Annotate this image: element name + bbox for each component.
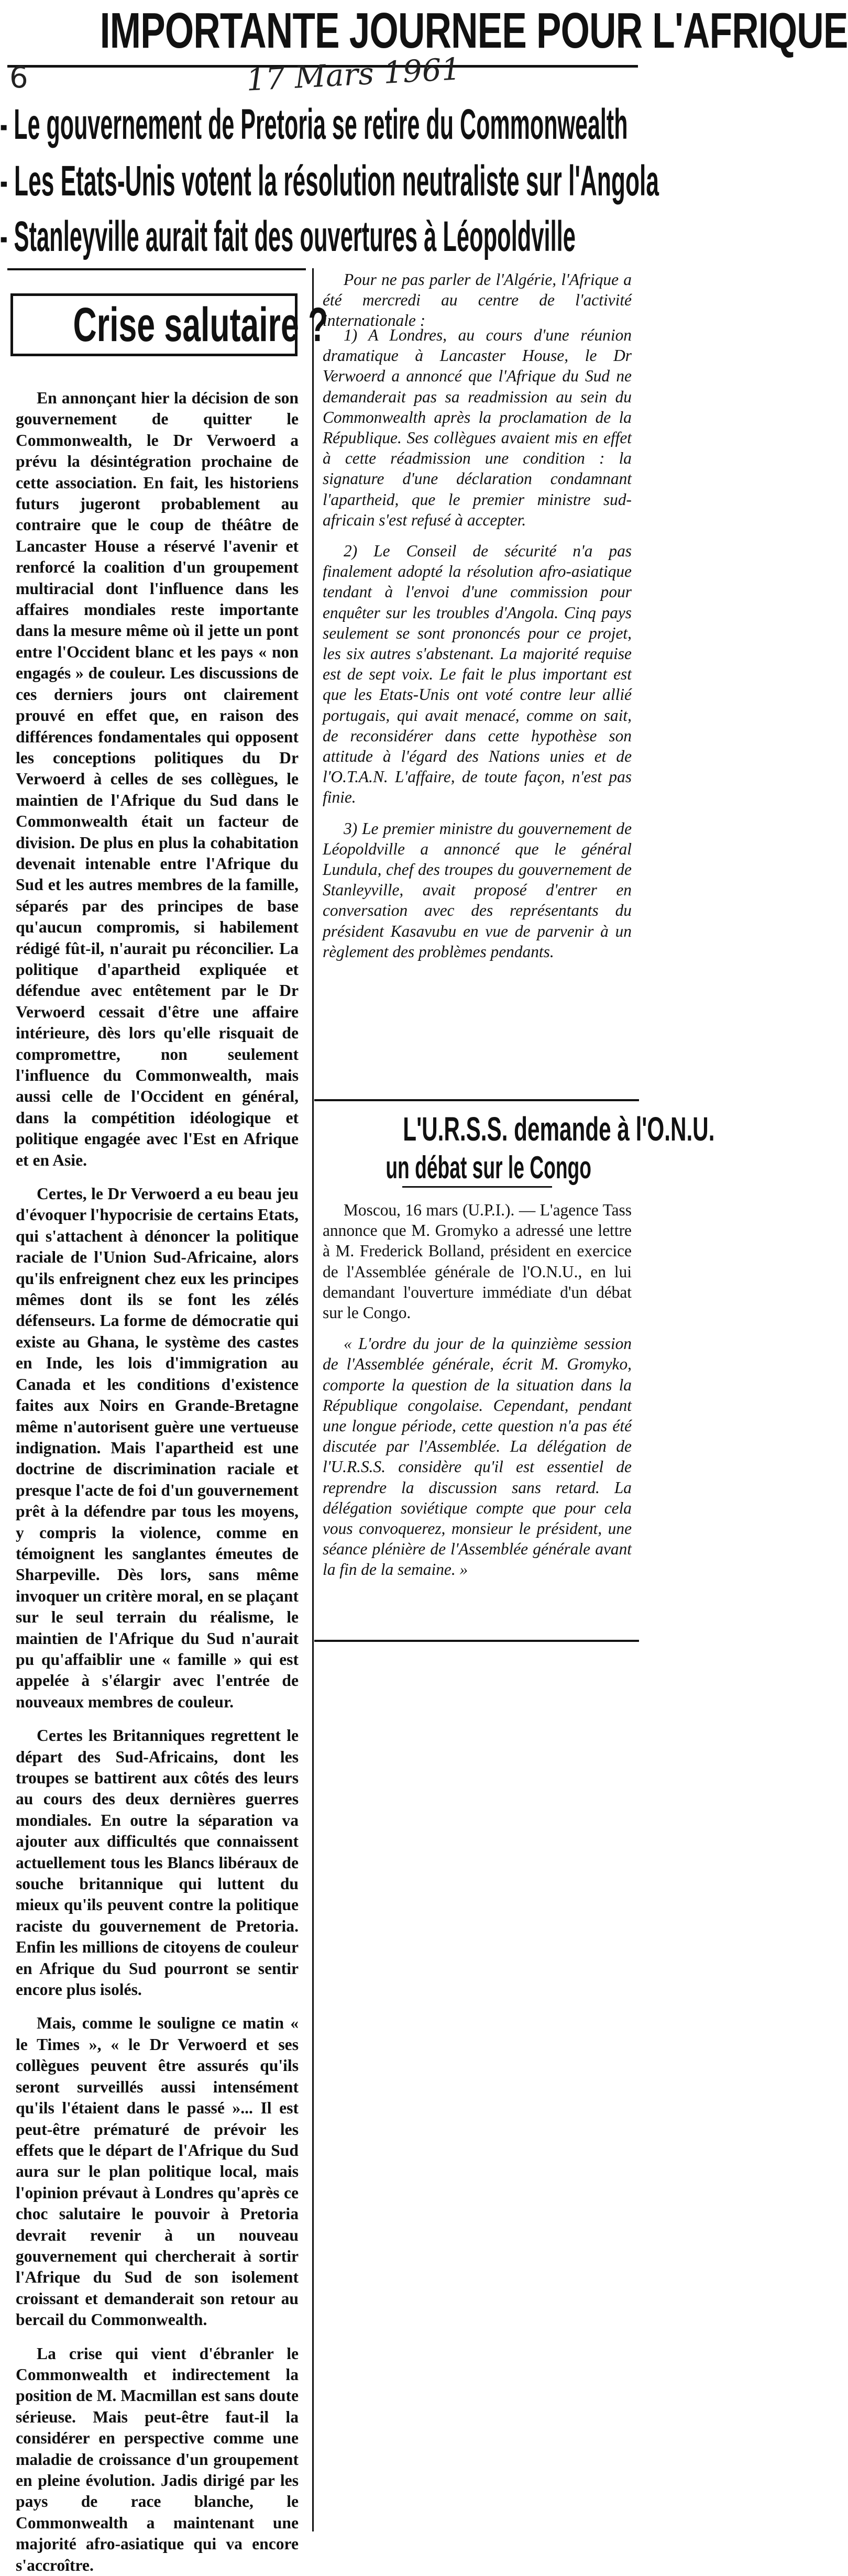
urss-headline-line-1: L'U.R.S.S. demande à l'O.N.U. <box>403 1110 715 1148</box>
summary-point-london: 1) A Londres, au cours d'une réunion dramatique à Lancaster House, le Dr Verwoerd a annoncé que l'Afrique du Sud ne demanderait pas sa readmission au sein du Commonwealth après la proclamation de la République. Ses collègues avaient mis en effet à cette réadmission une condition : la signature d'une déclaration condamnant l'apartheid, que le premier ministre sud-africain s'est refusé à accepter. <box>323 326 632 529</box>
urss-headline-underline <box>402 1186 552 1188</box>
page-banner: IMPORTANTE JOURNEE POUR L'AFRIQUE <box>100 3 848 59</box>
editorial-paragraph: Certes, le Dr Verwoerd a eu beau jeu d'évoquer l'hypocrisie de certains Etats, qui s'attachent à dénoncer la politique raciale de l'Union Sud-Africaine, alors qu'ils enfreignent chez eux les principes mêmes dont ils se font les zélés défenseurs. La forme de démocratie qui existe au Ghana, le système des castes en Inde, les lois d'immigration au Canada et les conditions d'existence faites aux Noirs en Grande-Bretagne même n'autorisent guère une vertueuse indignation. Mais l'apartheid est une doctrine de discrimination raciale et presque l'acte de foi d'un gouvernement prêt à la défendre par tous les moyens, y compris la violence, comme en témoignent les sanglantes émeutes de Sharpeville. Dès lors, sans même invoquer un critère moral, en se plaçant sur le seul terrain du réalisme, le maintien de l'Afrique du Sud n'aurait pu qu'affaiblir une « famille » qui est appelée à s'élargir avec l'entrée de nouveaux membres de couleur. <box>16 1185 299 1711</box>
editorial-body <box>16 388 299 2574</box>
summary-point-security-council: 2) Le Conseil de sécurité n'a pas finalement adopté la résolution afro-asiatique tendant à l'envoi d'une commission pour enquêter sur les troubles d'Angola. Cinq pays seulement se sont prononcés pour ce projet, les six autres s'abstenant. La majorité requise est de sept voix. Le fait le plus important est que les Etats-Unis ont voté contre leur allié portugais, qui avait menacé, comme on sait, de reconsidérer dans cette hypothèse son attitude à l'égard des Nations unies et de l'O.T.A.N. L'affaire, de toute façon, n'est pas finie. <box>323 542 632 807</box>
editorial-paragraph: Certes les Britanniques regrettent le départ des Sud-Africains, dont les troupes se battirent aux côtés des leurs au cours des deux dernières guerres mondiales. En outre la séparation va ajouter aux difficultés que connaissent actuellement tous les Blancs libéraux de souche britannique qui luttent du mieux qu'ils peuvent contre la politique raciste du gouvernement de Pretoria. Enfin les millions de citoyens de couleur en Afrique du Sud pourront se sentir encore plus isolés. <box>16 1726 299 1999</box>
editorial-paragraph: La crise qui vient d'ébranler le Commonwealth et indirectement la position de M. Macmillan est sans doute sérieuse. Mais peut-être faut-il la considérer en perspective comme une maladie de croissance d'un groupement en pleine évolution. Jadis dirigé par les pays de race blanche, le Commonwealth a maintenant une majorité afro-asiatique qui va encore s'accroître. <box>16 2344 299 2574</box>
summary-points <box>323 325 632 1095</box>
summary-rule <box>314 1099 639 1101</box>
headline-pretoria: - Le gouvernement de Pretoria se retire du Commonwealth <box>0 101 628 148</box>
urss-headline-line-2: un débat sur le Congo <box>386 1150 592 1185</box>
handwritten-mark: 6 <box>9 61 28 95</box>
column-divider <box>312 268 314 2531</box>
editorial-title: Crise salutaire ? <box>73 298 328 352</box>
headline-stanleyville: - Stanleyville aurait fait des ouvertures à Léopoldville <box>0 213 576 260</box>
urss-article-body <box>323 1200 632 1629</box>
summary-intro <box>323 269 632 330</box>
summary-point-leopoldville: 3) Le premier ministre du gouvernement de Léopoldville a annoncé que le général Lundula, chef des troupes du gouvernement de Stanleyville, avait proposé d'entrer en conversation avec des représentants du président Kasavubu en vue de parvenir à un règlement des problèmes pendants. <box>323 819 632 961</box>
editorial-paragraph: Mais, comme le souligne ce matin « le Times », « le Dr Verwoerd et ses collègues peuvent être assurés qu'ils seront surveillés aussi intensément qu'ils l'étaient dans le passé »... Il est peut-être prématuré de prévoir les effets que le départ de l'Afrique du Sud aura sur le plan politique local, mais l'opinion prévaut à Londres qu'après ce choc salutaire le pouvoir à Pretoria devrait revenir à un nouveau gouvernement qui chercherait à sortir l'Afrique du Sud de son isolement croissant et demanderait son retour au bercail du Commonwealth. <box>16 2014 299 2329</box>
urss-paragraph: Moscou, 16 mars (U.P.I.). — L'agence Tass annonce que M. Gromyko a adressé une lettre à M. Frederick Bolland, président en exercice de l'Assemblée générale de l'O.N.U., en lui demandant l'ouverture immédiate d'un débat sur le Congo. <box>323 1201 632 1322</box>
handwritten-date: 17 Mars 1961 <box>245 51 462 98</box>
urss-headline <box>323 1110 715 1188</box>
summary-intro-text: Pour ne pas parler de l'Algérie, l'Afrique a été mercredi au centre de l'activité internationale : <box>323 270 632 330</box>
headline-rule-left <box>7 268 306 270</box>
editorial-title-box <box>10 293 328 356</box>
editorial-paragraph: En annonçant hier la décision de son gouvernement de quitter le Commonwealth, le Dr Verwoerd a prévu la désintégration prochaine de cette association. En fait, les historiens futurs jugeront probablement au contraire que le coup de théâtre de Lancaster House a réservé l'avenir et renforcé la coalition d'un groupement multiracial dont l'influence dans les affaires mondiales reste importante dans la mesure même où il jette un pont entre l'Occident blanc et les pays « non engagés » de couleur. Les discussions de ces derniers jours ont clairement prouvé en effet que, en raison des différences fondamentales qui opposent les conceptions politiques du Dr Verwoerd à celles de ses collègues, le maintien de l'Afrique du Sud dans le Commonwealth était un facteur de division. De plus en plus la cohabitation devenait intenable entre l'Afrique du Sud et les autres membres de la famille, séparés par des principes de base qu'aucun compromis, si habilement rédigé fût-il, n'aurait pu réconcilier. La politique d'apartheid expliquée et défendue avec entêtement par le Dr Verwoerd cessait d'être une affaire intérieure, dès lors qu'elle risquait de compromettre, non seulement l'influence du Commonwealth, mais aussi celle de l'Occident en général, dans la compétition idéologique et politique engagée avec l'Est en Afrique et en Asie. <box>16 389 299 1169</box>
urss-end-rule <box>314 1640 639 1642</box>
headline-angola: - Les Etats-Unis votent la résolution neutraliste sur l'Angola <box>0 157 659 205</box>
urss-quote-paragraph: « L'ordre du jour de la quinzième session de l'Assemblée générale, écrit M. Gromyko, comporte la question de la situation dans la République congolaise. Cependant, pendant une longue période, cette question n'a pas été discutée par l'Assemblée. La délégation de l'U.R.S.S. considère qu'il est essentiel de reprendre la discussion sans retard. La délégation soviétique compte que pour cela vous convoquerez, monsieur le président, une séance plénière de l'Assemblée générale avant la fin de la semaine. » <box>323 1334 632 1579</box>
